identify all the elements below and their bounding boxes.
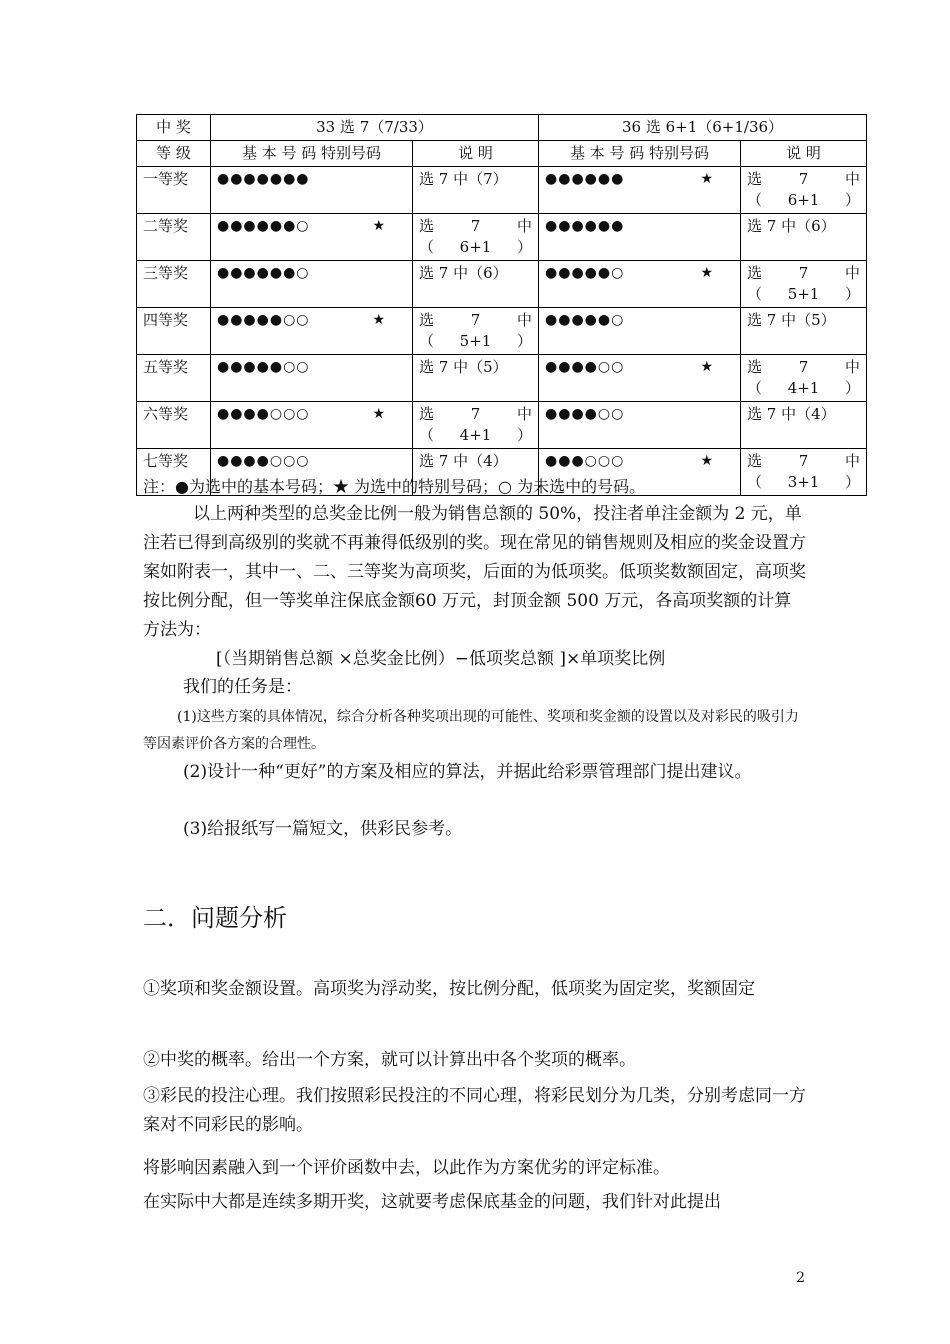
game2-numbers-cell: [539, 355, 741, 402]
task-2: (2)设计一种“更好”的方案及相应的算法，并据此给彩票管理部门提出建议。: [183, 762, 752, 782]
game1-numbers-cell: [211, 214, 413, 261]
game1-desc-cell: 选 7 中（7）: [413, 167, 539, 214]
number-markers: ●●●●●●○: [217, 265, 310, 281]
special-number-marker: ★: [372, 406, 386, 422]
number-markers: ●●●○○○: [545, 453, 625, 469]
number-markers: ●●●●●●○: [217, 218, 310, 234]
intro-paragraph: 以上两种类型的总奖金比例一般为销售总额的 50%，投注者单注金额为 2 元，单注若已得到高级别的奖就不再兼得低级别的奖。现在常见的销售规则及相应的奖金设置方案如附表一，其中一、二、三等奖为高项奖，后面的为低项奖。低项奖数额固定，高项奖按比例分配，但一等奖单注保底金额60 万元，封顶金额 500 万元，各高项奖额的计算方法为：: [143, 504, 806, 640]
game1-numbers-cell: [211, 355, 413, 402]
game1-numbers-cell: [211, 261, 413, 308]
grade-cell: 五等奖: [137, 355, 211, 402]
prize-table: [136, 114, 867, 496]
game1-numbers-cell: [211, 308, 413, 355]
header-grade-1: 中 奖: [137, 115, 211, 141]
task-1: (1)这些方案的具体情况，综合分析各种奖项出现的可能性、奖项和奖金额的设置以及对彩民的吸引力等因素评价各方案的合理性。: [143, 709, 799, 752]
special-number-marker: ★: [700, 265, 715, 281]
header-game-2: 36 选 6+1（6+1/36）: [539, 115, 867, 141]
section-heading: 二．问题分析: [143, 904, 287, 932]
subheader-basic-1: 基 本 号 码 特别号码: [211, 141, 413, 167]
special-number-marker: ★: [700, 171, 715, 187]
number-markers: ●●●●●○○: [217, 312, 310, 328]
special-number-marker: ★: [700, 453, 715, 469]
number-markers: ●●●●○○○: [217, 406, 310, 422]
game1-desc-cell: 选 7 中（5）: [413, 355, 539, 402]
table-subheader-row: [137, 141, 867, 167]
analysis-item-3: ③彩民的投注心理。我们按照彩民投注的不同心理，将彩民划分为几类，分别考虑同一方案对不同彩民的影响。: [143, 1086, 806, 1135]
special-number-marker: ★: [372, 218, 386, 234]
game2-desc-cell: 选 7 中（3+1）: [741, 449, 867, 496]
subheader-desc-2: 说 明: [741, 141, 867, 167]
grade-cell: 六等奖: [137, 402, 211, 449]
game2-numbers-cell: [539, 214, 741, 261]
game2-desc-cell: 选 7 中（4）: [741, 402, 867, 449]
number-markers: ●●●●○○○: [217, 453, 310, 469]
game2-numbers-cell: [539, 261, 741, 308]
game1-desc-cell: 选 7 中（5+1）: [413, 308, 539, 355]
table-row: [137, 402, 867, 449]
header-grade-2: 等 级: [137, 141, 211, 167]
task-intro: 我们的任务是：: [183, 677, 302, 697]
game2-desc-cell: 选 7 中（5+1）: [741, 261, 867, 308]
grade-cell: 一等奖: [137, 167, 211, 214]
table-header-row: [137, 115, 867, 141]
game1-desc-cell: 选 7 中（4）: [413, 449, 539, 496]
game1-desc-cell: 选 7 中（6）: [413, 261, 539, 308]
game2-desc-cell: 选 7 中（4+1）: [741, 355, 867, 402]
grade-cell: 七等奖: [137, 449, 211, 496]
game2-desc-cell: 选 7 中（6）: [741, 214, 867, 261]
number-markers: ●●●●○○: [545, 359, 625, 375]
analysis-item-4: 将影响因素融入到一个评价函数中去，以此作为方案优劣的评定标准。: [143, 1158, 670, 1178]
grade-cell: 四等奖: [137, 308, 211, 355]
table-row: [137, 261, 867, 308]
special-number-marker: ★: [372, 312, 386, 328]
table-note: 注：●为选中的基本号码；★ 为选中的特别号码；○ 为未选中的号码。: [143, 477, 646, 496]
analysis-item-1: ①奖项和奖金额设置。高项奖为浮动奖，按比例分配，低项奖为固定奖，奖额固定: [143, 979, 755, 999]
number-markers: ●●●●●●: [545, 218, 625, 234]
table-row: [137, 308, 867, 355]
number-markers: ●●●●●○: [545, 312, 625, 328]
subheader-desc-1: 说 明: [413, 141, 539, 167]
game1-numbers-cell: [211, 167, 413, 214]
special-number-marker: ★: [700, 359, 715, 375]
game2-numbers-cell: [539, 167, 741, 214]
game2-desc-cell: 选 7 中（5）: [741, 308, 867, 355]
page-number: 2: [796, 1270, 805, 1286]
table-row: [137, 355, 867, 402]
game1-desc-cell: 选 7 中（6+1）: [413, 214, 539, 261]
game2-numbers-cell: [539, 308, 741, 355]
number-markers: ●●●●●●: [545, 171, 625, 187]
number-markers: ●●●●●○: [545, 265, 625, 281]
number-markers: ●●●●●○○: [217, 359, 310, 375]
analysis-item-5: 在实际中大都是连续多期开奖，这就要考虑保底基金的问题，我们针对此提出: [143, 1192, 721, 1212]
formula: [（当期销售总额 ×总奖金比例）−低项奖总额 ]×单项奖比例: [216, 649, 666, 669]
number-markers: ●●●●●●●: [217, 171, 310, 187]
task-3: (3)给报纸写一篇短文，供彩民参考。: [183, 819, 463, 839]
grade-cell: 三等奖: [137, 261, 211, 308]
game2-desc-cell: 选 7 中（6+1）: [741, 167, 867, 214]
table-row: [137, 214, 867, 261]
analysis-item-2: ②中奖的概率。给出一个方案，就可以计算出中各个奖项的概率。: [143, 1050, 636, 1070]
grade-cell: 二等奖: [137, 214, 211, 261]
game1-numbers-cell: [211, 402, 413, 449]
game2-numbers-cell: [539, 402, 741, 449]
subheader-basic-2: 基 本 号 码 特别号码: [539, 141, 741, 167]
game1-desc-cell: 选 7 中（4+1）: [413, 402, 539, 449]
number-markers: ●●●●○○: [545, 406, 625, 422]
table-row: [137, 167, 867, 214]
header-game-1: 33 选 7（7/33）: [211, 115, 539, 141]
